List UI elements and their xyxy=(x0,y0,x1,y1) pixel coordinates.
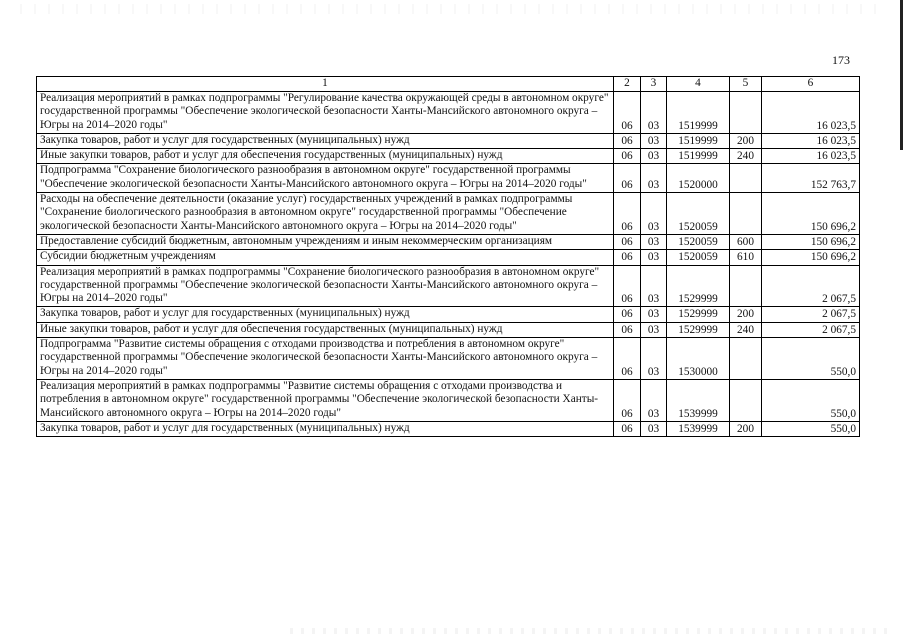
table-row xyxy=(37,322,860,337)
subsection-code-cell: 03 xyxy=(641,234,667,249)
amount-cell: 550,0 xyxy=(762,338,860,380)
target-article-cell: 1520059 xyxy=(667,250,730,265)
table-row xyxy=(37,265,860,307)
table-row xyxy=(37,379,860,421)
row-name-cell: Предоставление субсидий бюджетным, автономным учреждениям и иным некоммерческим организациям xyxy=(37,234,614,249)
expense-type-cell: 600 xyxy=(730,234,762,249)
expense-type-cell: 610 xyxy=(730,250,762,265)
subsection-code-cell: 03 xyxy=(641,379,667,421)
row-name-cell: Закупка товаров, работ и услуг для государственных (муниципальных) нужд xyxy=(37,133,614,148)
section-code-cell: 06 xyxy=(614,265,641,307)
amount-cell: 150 696,2 xyxy=(762,234,860,249)
expense-type-cell: 240 xyxy=(730,322,762,337)
section-code-cell: 06 xyxy=(614,421,641,436)
scan-noise-top xyxy=(20,4,880,14)
amount-cell: 16 023,5 xyxy=(762,149,860,164)
table-row xyxy=(37,250,860,265)
subsection-code-cell: 03 xyxy=(641,265,667,307)
target-article-cell: 1539999 xyxy=(667,421,730,436)
page-number: 173 xyxy=(832,53,850,67)
table-row xyxy=(37,149,860,164)
target-article-cell: 1529999 xyxy=(667,307,730,322)
section-code-cell: 06 xyxy=(614,193,641,235)
row-name-cell: Расходы на обеспечение деятельности (оказание услуг) государственных учреждений в рамках подпрограммы "Сохранение биологического разнообразия в автономном округе" государственной программы "Обеспечение экологической безопасности Ханты-Мансийского автономного округа – Югры на 2014–2020 годы" xyxy=(37,193,614,235)
table-header-row xyxy=(37,77,860,92)
table-row xyxy=(37,133,860,148)
table-row xyxy=(37,307,860,322)
row-name-cell: Закупка товаров, работ и услуг для государственных (муниципальных) нужд xyxy=(37,421,614,436)
table-row xyxy=(37,234,860,249)
subsection-code-cell: 03 xyxy=(641,164,667,193)
scan-noise-bottom xyxy=(290,628,890,634)
section-code-cell: 06 xyxy=(614,164,641,193)
amount-cell: 16 023,5 xyxy=(762,133,860,148)
subsection-code-cell: 03 xyxy=(641,421,667,436)
amount-cell: 2 067,5 xyxy=(762,322,860,337)
table-row xyxy=(37,193,860,235)
column-header: 5 xyxy=(730,77,762,92)
expense-type-cell xyxy=(730,265,762,307)
expense-type-cell: 200 xyxy=(730,421,762,436)
column-header: 3 xyxy=(641,77,667,92)
target-article-cell: 1519999 xyxy=(667,149,730,164)
page-edge-line xyxy=(900,0,903,150)
row-name-cell: Подпрограмма "Развитие системы обращения с отходами производства и потребления в автономном округе" государственной программы "Обеспечение экологической безопасности Ханты-Мансийского автономного округа – Югры на 2014–2020 годы" xyxy=(37,338,614,380)
amount-cell: 150 696,2 xyxy=(762,193,860,235)
column-header: 4 xyxy=(667,77,730,92)
target-article-cell: 1530000 xyxy=(667,338,730,380)
table-row xyxy=(37,164,860,193)
section-code-cell: 06 xyxy=(614,250,641,265)
table-row xyxy=(37,421,860,436)
section-code-cell: 06 xyxy=(614,133,641,148)
section-code-cell: 06 xyxy=(614,307,641,322)
expense-type-cell: 200 xyxy=(730,307,762,322)
expense-type-cell: 240 xyxy=(730,149,762,164)
target-article-cell: 1519999 xyxy=(667,133,730,148)
section-code-cell: 06 xyxy=(614,379,641,421)
amount-cell: 2 067,5 xyxy=(762,265,860,307)
expense-type-cell xyxy=(730,92,762,134)
subsection-code-cell: 03 xyxy=(641,133,667,148)
expense-type-cell xyxy=(730,193,762,235)
table-row xyxy=(37,92,860,134)
row-name-cell: Иные закупки товаров, работ и услуг для обеспечения государственных (муниципальных) нужд xyxy=(37,322,614,337)
expense-type-cell xyxy=(730,164,762,193)
table-row xyxy=(37,338,860,380)
target-article-cell: 1520000 xyxy=(667,164,730,193)
subsection-code-cell: 03 xyxy=(641,322,667,337)
row-name-cell: Иные закупки товаров, работ и услуг для обеспечения государственных (муниципальных) нужд xyxy=(37,149,614,164)
target-article-cell: 1539999 xyxy=(667,379,730,421)
subsection-code-cell: 03 xyxy=(641,338,667,380)
subsection-code-cell: 03 xyxy=(641,92,667,134)
target-article-cell: 1520059 xyxy=(667,234,730,249)
section-code-cell: 06 xyxy=(614,92,641,134)
subsection-code-cell: 03 xyxy=(641,193,667,235)
target-article-cell: 1529999 xyxy=(667,265,730,307)
subsection-code-cell: 03 xyxy=(641,250,667,265)
row-name-cell: Подпрограмма "Сохранение биологического разнообразия в автономном округе" государственной программы "Обеспечение экологической безопасности Ханты-Мансийского автономного округа – Югры на 2014–2020 годы" xyxy=(37,164,614,193)
section-code-cell: 06 xyxy=(614,234,641,249)
row-name-cell: Реализация мероприятий в рамках подпрограммы "Регулирование качества окружающей среды в автономном округе" государственной программы "Обеспечение экологической безопасности Ханты-Мансийского автономного округа – Югры на 2014–2020 годы" xyxy=(37,92,614,134)
amount-cell: 16 023,5 xyxy=(762,92,860,134)
column-header: 2 xyxy=(614,77,641,92)
budget-table xyxy=(36,76,860,437)
row-name-cell: Субсидии бюджетным учреждениям xyxy=(37,250,614,265)
amount-cell: 550,0 xyxy=(762,421,860,436)
section-code-cell: 06 xyxy=(614,322,641,337)
column-header: 1 xyxy=(37,77,614,92)
amount-cell: 2 067,5 xyxy=(762,307,860,322)
section-code-cell: 06 xyxy=(614,149,641,164)
column-header: 6 xyxy=(762,77,860,92)
expense-type-cell: 200 xyxy=(730,133,762,148)
amount-cell: 152 763,7 xyxy=(762,164,860,193)
section-code-cell: 06 xyxy=(614,338,641,380)
target-article-cell: 1519999 xyxy=(667,92,730,134)
row-name-cell: Реализация мероприятий в рамках подпрограммы "Сохранение биологического разнообразия в автономном округе" государственной программы "Обеспечение экологической безопасности Ханты-Мансийского автономного округа – Югры на 2014–2020 годы" xyxy=(37,265,614,307)
row-name-cell: Закупка товаров, работ и услуг для государственных (муниципальных) нужд xyxy=(37,307,614,322)
row-name-cell: Реализация мероприятий в рамках подпрограммы "Развитие системы обращения с отходами производства и потребления в автономном округе" государственной программы "Обеспечение экологической безопасности Ханты-Мансийского автономного округа – Югры на 2014–2020 годы" xyxy=(37,379,614,421)
expense-type-cell xyxy=(730,338,762,380)
amount-cell: 150 696,2 xyxy=(762,250,860,265)
amount-cell: 550,0 xyxy=(762,379,860,421)
subsection-code-cell: 03 xyxy=(641,307,667,322)
expense-type-cell xyxy=(730,379,762,421)
subsection-code-cell: 03 xyxy=(641,149,667,164)
target-article-cell: 1529999 xyxy=(667,322,730,337)
target-article-cell: 1520059 xyxy=(667,193,730,235)
